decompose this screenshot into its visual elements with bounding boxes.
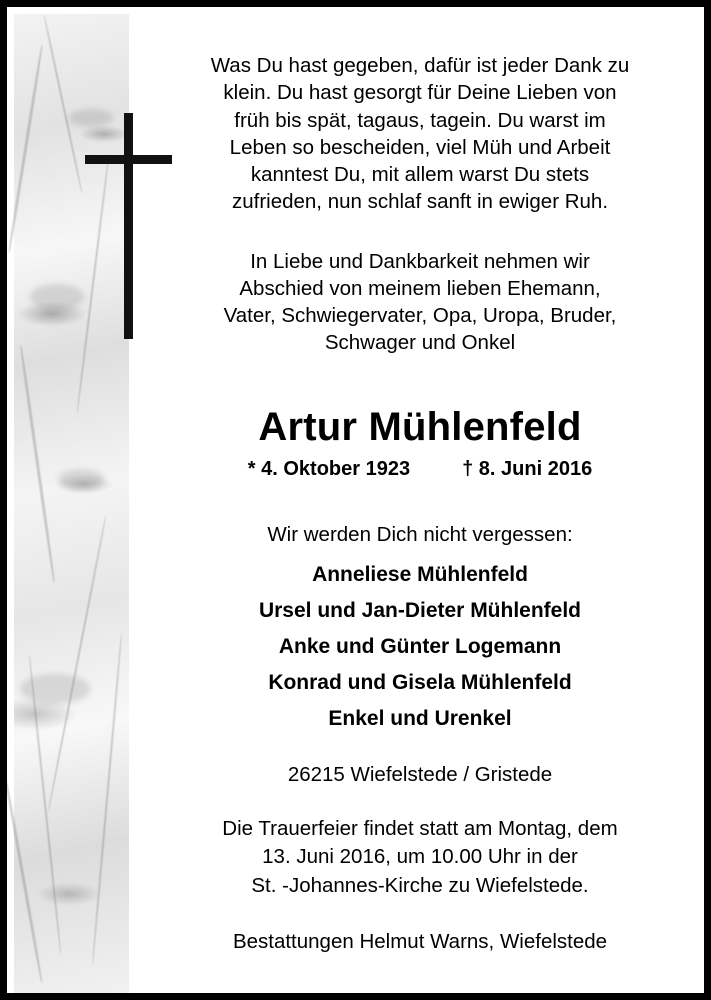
memorial-verse <box>173 52 667 216</box>
dedication-text <box>161 248 679 357</box>
memorial-verse-line: klein. Du hast gesorgt für Deine Lieben von <box>223 81 617 105</box>
dedication-line: Abschied von meinem lieben Ehemann, <box>239 276 601 300</box>
ceremony-details <box>155 815 685 900</box>
death-date: † 8. Juni 2016 <box>462 457 593 480</box>
family-member-line: Enkel und Urenkel <box>328 706 512 730</box>
birth-date: * 4. Oktober 1923 <box>247 457 411 480</box>
dedication-line: Schwager und Onkel <box>324 331 516 355</box>
memorial-verse-line: zufrieden, nun schlaf sanft in ewiger Ruh. <box>231 190 609 214</box>
memorial-verse-line: Leben so bescheiden, viel Müh und Arbeit <box>229 135 611 159</box>
deceased-name: Artur Mühlenfeld <box>258 404 582 449</box>
dedication-line: In Liebe und Dankbarkeit nehmen wir <box>250 249 590 273</box>
ceremony-line: St. -Johannes-Kirche zu Wiefelstede. <box>251 873 589 897</box>
family-member-line: Anneliese Mühlenfeld <box>312 562 528 586</box>
dedication-line: Vater, Schwiegervater, Opa, Uropa, Bruder, <box>223 304 617 327</box>
ceremony-line: 13. Juni 2016, um 10.00 Uhr in der <box>262 845 578 869</box>
memorial-verse-line: früh bis spät, tagaus, tagein. Du warst im <box>234 108 606 132</box>
ceremony-line: Die Trauerfeier findet statt am Montag, dem <box>222 817 618 841</box>
location-text: 26215 Wiefelstede / Gristede <box>287 763 553 787</box>
memorial-verse-line: kanntest Du, mit allem warst Du stets <box>250 163 590 186</box>
family-member-line: Konrad und Gisela Mühlenfeld <box>268 670 572 694</box>
surviving-family-list <box>155 557 685 738</box>
remembrance-intro: Wir werden Dich nicht vergessen: <box>267 522 573 546</box>
memorial-verse-line: Was Du hast gegeben, dafür ist jeder Dank zu <box>210 54 630 77</box>
notice-content <box>129 14 711 1000</box>
family-member-line: Anke und Günter Logemann <box>278 634 562 658</box>
life-dates <box>155 458 685 481</box>
family-member-line: Ursel und Jan-Dieter Mühlenfeld <box>258 598 582 622</box>
funeral-home-text: Bestattungen Helmut Warns, Wiefelstede <box>232 929 608 953</box>
